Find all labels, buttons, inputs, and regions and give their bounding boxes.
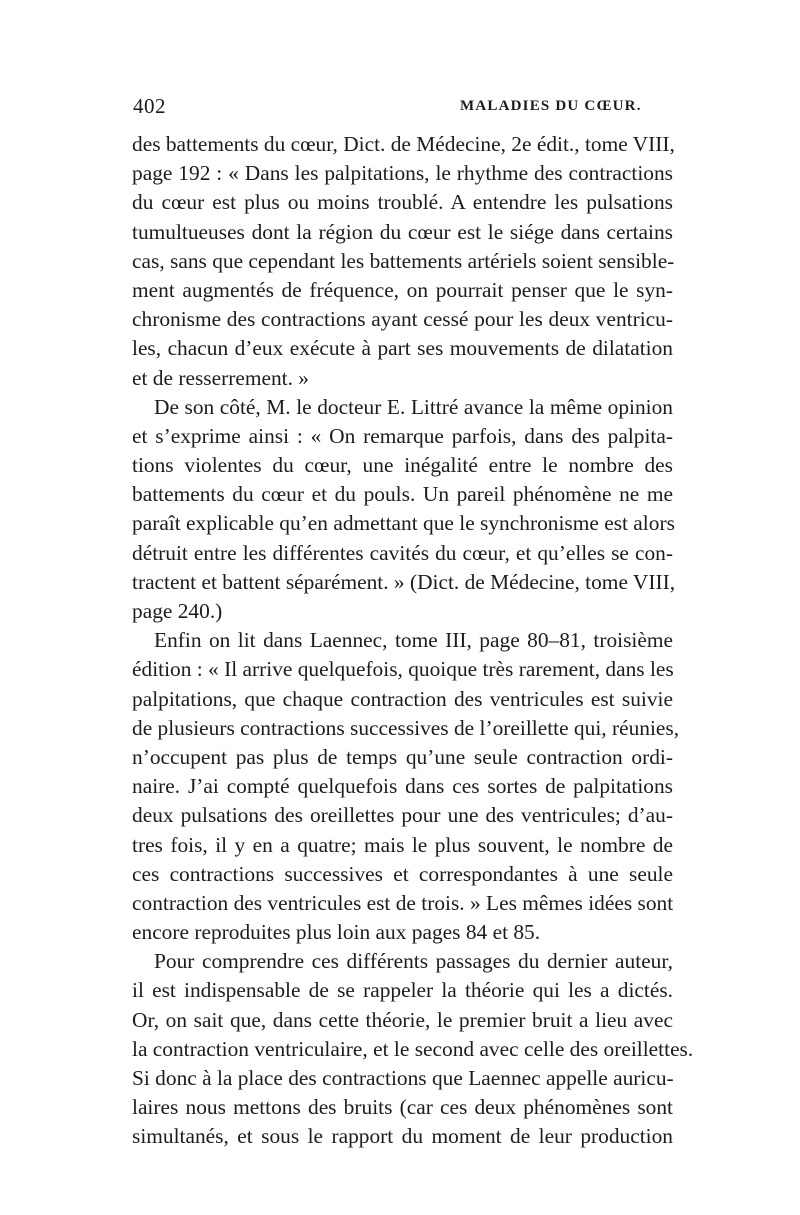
text-line: deux pulsations des oreillettes pour une des ventricules; d’au- [132, 803, 673, 828]
text-line: page 192 : « Dans les palpitations, le rhythme des contractions [132, 161, 673, 186]
text-line: contraction des ventricules est de trois. » Les mêmes idées sont [132, 890, 674, 915]
text-line: des battements du cœur, Dict. de Médecine, 2e édit., tome VIII, [132, 132, 675, 156]
text-line: et s’exprime ainsi : « On remarque parfois, dans des palpita- [132, 423, 673, 448]
text-line: et de resserrement. » [132, 365, 309, 390]
text-line: Si donc à la place des contractions que Laennec appelle auricu- [132, 1066, 674, 1090]
text-line: battements du cœur et du pouls. Un pareil phénomène ne me [132, 482, 673, 507]
text-line: les, chacun d’eux exécute à part ses mouvements de dilatation [132, 336, 673, 361]
body-text [132, 130, 694, 1152]
text-line: Pour comprendre ces différents passages du dernier auteur, [154, 949, 673, 974]
text-line: cas, sans que cependant les battements artériels soient sensible- [132, 248, 675, 273]
text-line: chronisme des contractions ayant cessé pour les deux ventricu- [132, 307, 673, 332]
text-line: tumultueuses dont la région du cœur est le siége dans certains [132, 219, 673, 244]
text-line: page 240.) [132, 599, 223, 623]
text-line: ces contractions successives et correspondantes à une seule [132, 861, 673, 886]
text-line: Or, on sait que, dans cette théorie, le premier bruit a lieu avec [132, 1007, 673, 1032]
text-line: tractent et battent séparément. » (Dict. de Médecine, tome VIII, [132, 569, 676, 594]
text-line: tions violentes du cœur, une inégalité entre le nombre des [132, 453, 673, 478]
running-head [133, 94, 673, 120]
text-line: De son côté, M. le docteur E. Littré avance la même opinion [154, 394, 673, 419]
text-line: du cœur est plus ou moins troublé. A entendre les pulsations [132, 190, 673, 215]
text-line: la contraction ventriculaire, et le second avec celle des oreillettes. [132, 1036, 694, 1061]
text-line: tres fois, il y en a quatre; mais le plus souvent, le nombre de [132, 832, 673, 857]
page-number: 402 [133, 94, 166, 118]
text-line: laires nous mettons des bruits (car ces deux phénomènes sont [132, 1095, 673, 1120]
text-line: encore reproduites plus loin aux pages 84 et 85. [132, 920, 541, 945]
text-line: il est indispensable de se rappeler la théorie qui les a dictés. [132, 978, 673, 1003]
text-line: n’occupent pas plus de temps qu’une seule contraction ordi- [132, 744, 673, 769]
text-line: de plusieurs contractions successives de l’oreillette qui, réunies, [132, 715, 680, 740]
text-line: Enfin on lit dans Laennec, tome III, page 80–81, troisième [154, 628, 673, 653]
text-line: palpitations, que chaque contraction des ventricules est suivie [132, 686, 673, 711]
text-line: édition : « Il arrive quelquefois, quoique très rarement, dans les [132, 657, 674, 682]
text-line: paraît explicable qu’en admettant que le synchronisme est alors [132, 511, 675, 536]
text-line: simultanés, et sous le rapport du moment de leur production [132, 1124, 673, 1149]
text-line: détruit entre les différentes cavités du cœur, et qu’elles se con- [132, 540, 673, 565]
text-line: ment augmentés de fréquence, on pourrait penser que le syn- [132, 277, 673, 302]
running-title: MALADIES DU CŒUR. [460, 98, 642, 114]
text-line: naire. J’ai compté quelquefois dans ces sortes de palpitations [132, 774, 673, 799]
